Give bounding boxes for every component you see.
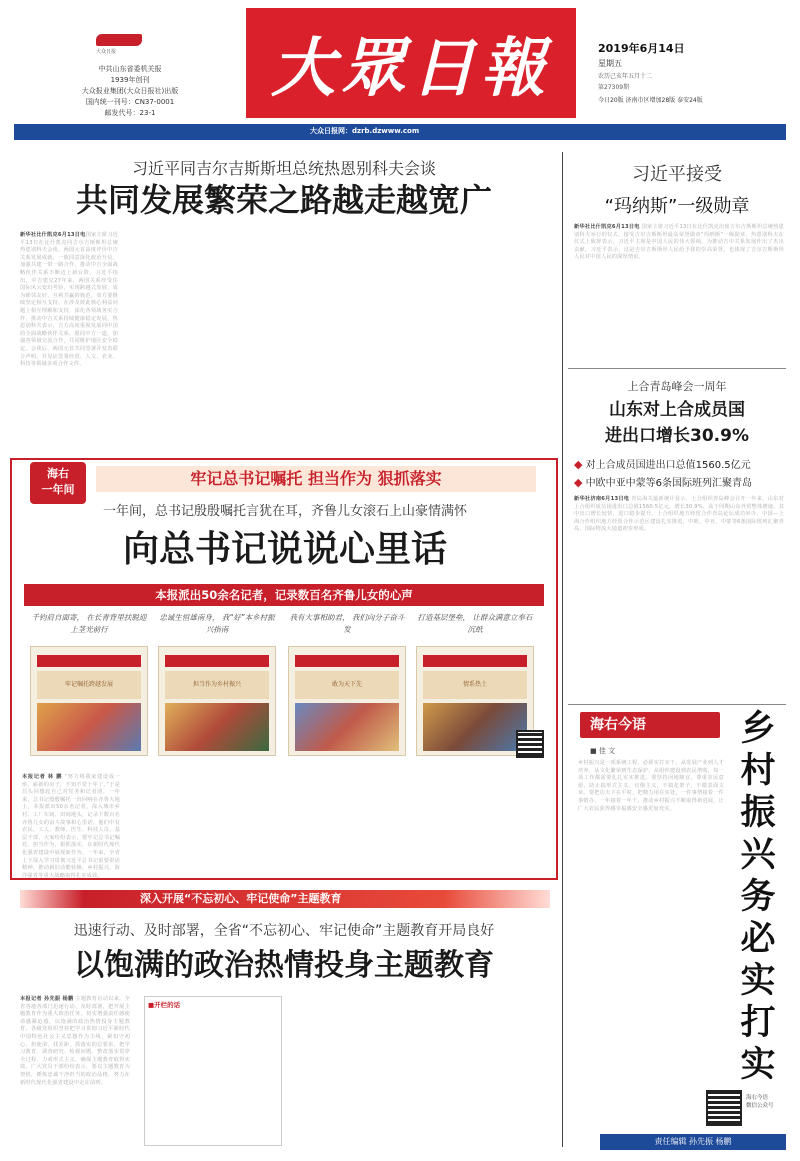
feature-body-col-3 xyxy=(234,774,332,874)
feature-qr-code-icon[interactable] xyxy=(516,730,544,758)
column-body: 乡村振兴是一项系统工程，必须实打实干。从发展产业到人才培养，从文化繁荣到生态保护，从组织建设到农民增收，每一项工作都需要扎扎实实推进。要坚持因地制宜，尊重农民意愿，防止搞形式主义、官僚主义，不搞花架子、不做表面文章。要把功夫下在平时，把精力用在实处，一件事情接着一件事情办，一年接着一年干，推动乡村振兴不断取得新进展，让广大农民获得感幸福感安全感更加充实。 xyxy=(578,760,724,812)
trade-kicker: 上合青岛峰会一周年 xyxy=(627,380,727,393)
issue-number: 第27309期 xyxy=(598,84,630,91)
trade-dateline: 新华社济南6月13日电 xyxy=(574,496,630,502)
theme-sidebar-text xyxy=(145,1012,281,1142)
photo-title-1: 牢记嘱托跨越发展 xyxy=(37,671,141,699)
theme-body-col-3 xyxy=(292,996,418,1146)
lead-kicker: 习近平同吉尔吉斯斯坦总统热恩别科夫会谈 xyxy=(131,159,436,178)
right-divider-1 xyxy=(568,368,786,369)
feature-quote-1: 千钧肩自面寄， 在长青背里扶脱迎上茎光前行 xyxy=(31,613,147,634)
trade-headline-1: 山东对上合成员国 xyxy=(609,400,745,420)
photo-title-2: 担当作为乡村振兴 xyxy=(165,671,269,699)
publisher-line-2: 1939年创刊 xyxy=(110,76,150,84)
website-link[interactable]: 大众日报网：dzrb.dzwww.com xyxy=(310,127,420,135)
feature-banner: 牢记总书记嘱托 担当作为 狠抓落实 xyxy=(96,466,536,492)
right-top-headline: “玛纳斯”一级勋章 xyxy=(604,196,750,217)
trade-body xyxy=(574,496,784,696)
feature-badge-text: 海右 一年间 xyxy=(41,467,75,496)
feature-body-col-2 xyxy=(128,774,226,874)
lead-body-col-3 xyxy=(230,232,330,444)
feature-byline: 本报记者 林 鹏 xyxy=(22,774,63,780)
theme-bar: 深入开展“不忘初心、牢记使命”主题教育 xyxy=(20,890,550,908)
page-count: 今日20版 济南市区增加28版 泰安24版 xyxy=(598,97,703,104)
lead-body-col-2 xyxy=(124,232,224,444)
column-qr-code-icon[interactable] xyxy=(706,1090,742,1126)
feature-kicker: 一年间，总书记殷殷嘱托言犹在耳，齐鲁儿女滚石上山豪情满怀 xyxy=(102,504,467,519)
trade-bullet-1 xyxy=(574,456,784,471)
feature-body-col-1 xyxy=(22,774,120,879)
right-top-body xyxy=(574,224,784,356)
theme-sidebar-title: ■开栏的话 xyxy=(148,1001,181,1009)
newspaper-title: 大眾日報 xyxy=(271,31,551,106)
theme-byline: 本报记者 孙先振 杨鹏 xyxy=(20,996,74,1002)
lead-headline: 共同发展繁荣之路越走越宽广 xyxy=(75,181,492,219)
right-top-kicker: 习近平接受 xyxy=(632,164,722,185)
feature-quote-4: 打造基层堡垒， 让群众满意立奉石沉纸 xyxy=(417,613,533,634)
theme-kicker: 迅速行动、及时部署，全省“不忘初心、牢记使命”主题教育开局良好 xyxy=(73,923,495,939)
photo-title-3: 敢为天下先 xyxy=(295,671,399,699)
column-headline: 乡村振兴务必实打实 xyxy=(740,708,776,1085)
theme-body-col-4 xyxy=(426,996,552,1146)
trade-bullet-2 xyxy=(574,474,784,489)
trade-bullet-2-text: 中欧中亚中蒙等6条国际班列汇聚青岛 xyxy=(585,478,753,489)
publisher-line-5: 邮发代号：23-1 xyxy=(104,109,156,117)
bullet-diamond-icon: ◆ xyxy=(574,458,583,471)
theme-body: 主题教育启动以来，全省各地各部门迅速行动、及时部署，把开展主题教育作为重大政治任务，切实增强责任感使命感紧迫感，以饱满的政治热情投身主题教育。各级党组织坚持把学习贯彻习近平新时代中国特色社会主义思想作为主线，紧扣守初心、担使命、找差距、抓落实的总要求，把学习教育、调查研究、检视问题、整改落实贯穿全过程，力戒形式主义，确保主题教育取得实效。广大党员干部纷纷表示，要以主题教育为契机，锤炼忠诚干净担当的政治品格，努力在新时代现代化强省建设中走在前列。 xyxy=(20,996,130,1086)
theme-headline: 以饱满的政治热情投身主题教育 xyxy=(74,948,494,983)
feature-headline: 向总书记说说心里话 xyxy=(122,529,447,570)
publisher-line-1: 中共山东省委机关报 xyxy=(98,65,162,73)
trade-bullet-1-text: 对上合成员国进出口总值1560.5亿元 xyxy=(585,460,751,471)
right-top-text: 国家主席习近平13日在比什凯克出席吉尔吉斯斯坦总统热恩别科夫举行的仪式，接受吉尔吉斯斯坦最高荣誉勋章“玛纳斯”一级勋章。热恩别科夫在仪式上致辞表示，习近平主席是中国人民的伟大领袖，为推动吉中关系发展作出了杰出贡献。习近平表示，这是吉尔吉斯斯坦人民给予我的崇高荣誉，也体现了吉尔吉斯斯坦人民对中国人民的深厚情谊。 xyxy=(574,224,784,261)
newspaper-logo-icon xyxy=(96,34,142,46)
lead-body-col-1 xyxy=(20,232,118,444)
feature-body-col-4 xyxy=(340,774,438,874)
feature-photo-1[interactable] xyxy=(30,646,148,756)
lead-body-col-4 xyxy=(336,232,436,444)
issue-date: 2019年6月14日 xyxy=(598,42,685,55)
feature-photo-2[interactable] xyxy=(158,646,276,756)
issue-weekday: 星期五 xyxy=(598,59,622,68)
masthead-left xyxy=(14,14,246,118)
lead-body-col-5 xyxy=(442,232,552,444)
lead-dateline: 新华社比什凯克6月13日电 xyxy=(20,232,86,238)
photo-title-4: 情系热土 xyxy=(423,671,527,699)
publisher-line-3: 大众报业集团(大众日报社)出版 xyxy=(81,87,179,95)
column-divider xyxy=(562,152,563,1147)
footer-editors: 责任编辑 孙先振 杨鹏 xyxy=(600,1134,786,1150)
theme-body-col-1 xyxy=(20,996,130,1146)
column-badge: 海右今语 xyxy=(580,712,720,738)
feature-photo-3[interactable] xyxy=(288,646,406,756)
right-divider-2 xyxy=(568,704,786,705)
masthead-right xyxy=(598,40,788,120)
feature-badge xyxy=(30,462,86,504)
logo-label: 大众日报 xyxy=(96,49,117,55)
right-top-dateline: 新华社比什凯克6月13日电 xyxy=(574,224,640,230)
column-author: ■ 佳 文 xyxy=(590,747,616,755)
publisher-line-4: 国内统一刊号：CN37-0001 xyxy=(85,98,175,106)
trade-text: 青岛海关最新统计显示，上合组织青岛峰会召开一年来，山东对上合组织成员国进出口总值1560.5亿元，增长30.9%，高于同期山东外贸整体增速。其中出口增长较快，进口稳步提升。上合组织地方经贸合作青岛论坛成功举办，中国—上海合作组织地方经贸合作示范区建设扎实推进，中欧、中亚、中蒙等6条国际班列汇聚青岛，国际物流大通道初步形成。 xyxy=(574,496,784,533)
column-qr-caption: 海右今语 微信公众号 xyxy=(746,1095,774,1109)
lunar-date: 农历己亥年五月十二 xyxy=(598,73,653,80)
bullet-diamond-icon: ◆ xyxy=(574,476,583,489)
lead-body: 国家主席习近平13日在比什凯克同吉尔吉斯斯坦总统热恩别科夫会谈。两国元首高度评价中吉关系发展成就，一致同意深化政治互信，加强共建一带一路合作，推动中吉全面战略伙伴关系不断迈上新台阶。习近平指出，中吉建交27年来，两国关系经受住国际风云变幻考验，实现跨越式发展，成为睦邻友好、互利共赢的典范。双方要继续坚定相互支持，在涉及彼此核心利益问题上相互理解和支持，深化各领域务实合作，推动中吉关系持续健康稳定发展。热恩别科夫表示，吉方高度重视发展同中国的全面战略伙伴关系，愿同中方一道，加强各领域交流合作，共同维护地区安全稳定。会谈后，两国元首共同签署并发表联合声明，并见证签署经贸、人文、农业、科技等领域多项合作文件。 xyxy=(20,232,118,368)
theme-sidebar-box xyxy=(144,996,282,1146)
feature-quote-2: 忠诚生恒雄南身， 我“好”本乡村振兴指南 xyxy=(159,613,275,634)
trade-headline-2: 进出口增长30.9% xyxy=(605,426,749,446)
feature-body-col-5 xyxy=(446,774,548,874)
feature-bar: 本报派出50余名记者，记录数百名齐鲁儿女的心声 xyxy=(24,584,544,606)
feature-body: “努力将我家建设成一座，崭新的房子，不知不觉十年了。”于是昌头回想起自己对党务和记者团，一年来，总书记殷殷嘱托一直回响在齐鲁大地上。本报派出50余名记者，深入城市乡村、工厂车间、田间地头，记录下数百名齐鲁儿女的奋斗故事和心里话。他们中有农民、工人、教师、医生、科技人员、基层干部，大家纷纷表示，要牢记总书记嘱托，担当作为，狠抓落实，在新时代现代化强省建设中展现新作为。一年来，全省上下深入学习贯彻习近平总书记重要讲话精神，推动新旧动能转换、乡村振兴、海洋强省等重大战略取得扎实成效。 xyxy=(22,774,120,879)
feature-quote-3: 我有大事相助君， 我们向分子奋斗发 xyxy=(289,613,405,634)
